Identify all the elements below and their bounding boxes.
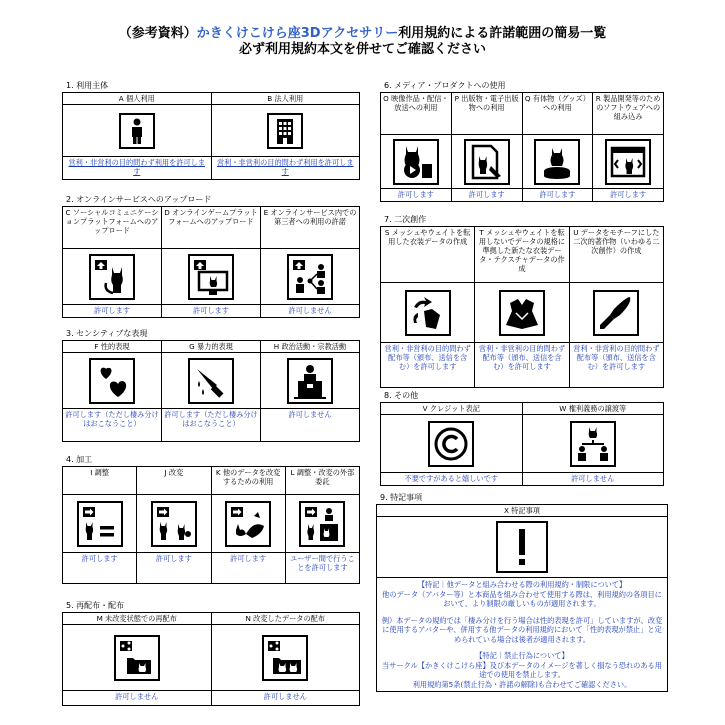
page-subtitle: 必ず利用規約本文を併せてご確認ください xyxy=(238,42,486,57)
column-k xyxy=(212,467,286,583)
exclamation-icon xyxy=(496,521,548,573)
special-notes xyxy=(376,578,668,692)
cat-modify-icon xyxy=(151,501,197,547)
cat-video-icon xyxy=(393,139,439,185)
column-header: G 暴力的表現 xyxy=(162,341,260,353)
column-header: I 調整 xyxy=(63,467,136,495)
note-heading: 【特記｜他データと組み合わせる際の利用規約・制限について】 xyxy=(417,580,627,589)
cat-redistribute-icon xyxy=(114,635,160,681)
title-brand: かきくけこけら座3Dアクセサリー xyxy=(196,26,399,41)
title-prefix: （参考資料） xyxy=(118,26,197,41)
section-8 xyxy=(380,390,664,486)
status-text: 許可しません xyxy=(571,474,615,483)
column-n xyxy=(212,613,360,705)
column-header: V クレジット表記 xyxy=(381,403,522,415)
section-3 xyxy=(62,328,360,442)
column-t xyxy=(475,227,569,387)
copyright-icon xyxy=(428,421,474,467)
column-q xyxy=(523,93,594,201)
section-2 xyxy=(62,194,360,318)
column-header: O 映像作品・配信・放送への利用 xyxy=(381,93,451,135)
column-header: N 改変したデータの配布 xyxy=(212,613,360,625)
status-text: 営利・非営利の目的問わず配布等（頒布、送信を含む）を許可します xyxy=(478,344,566,371)
cat-merge-icon xyxy=(225,501,271,547)
column-header: H 政治活動・宗教活動 xyxy=(261,341,359,353)
recycle-clothes-icon xyxy=(405,290,451,336)
column-j xyxy=(137,467,211,583)
column-header: C ソーシャルコミュニケーションプラットフォームへのアップロード xyxy=(63,207,161,249)
column-i xyxy=(63,467,137,583)
section-title: 1. 利用主体 xyxy=(66,81,109,90)
note-heading: 【特記｜禁止行為について】 xyxy=(475,651,569,660)
knife-icon xyxy=(188,358,234,404)
cat-equal-icon xyxy=(77,501,123,547)
status-text: 許可します（ただし棲み分けはおこなうこと） xyxy=(65,410,159,428)
column-w xyxy=(523,403,664,485)
note-text: 他のデータ（アバター等）と本商品を組み合わせて使用する際は、利用規約の各項目において、より制限の厳しいものが適用されます。 xyxy=(382,589,662,608)
column-s xyxy=(381,227,475,387)
cat-outsource-icon xyxy=(299,501,345,547)
section-title: 7. 二次創作 xyxy=(384,215,427,224)
column-a xyxy=(63,93,212,179)
column-c xyxy=(63,207,162,317)
column-header: E オンラインサービス内での第三者への利用の許諾 xyxy=(261,207,359,249)
status-text: 許可しません xyxy=(288,306,332,315)
column-header: P 出版物・電子出版物への利用 xyxy=(452,93,522,135)
column-header: F 性的表現 xyxy=(63,341,161,353)
status-text: 営利・非営利の目的問わず利用を許可します xyxy=(68,158,206,176)
cat-figure-icon xyxy=(534,139,580,185)
status-text: 許可しません xyxy=(115,692,159,701)
status-text: 営利・非営利の目的問わず利用を許可します xyxy=(216,158,354,176)
column-m xyxy=(63,613,212,705)
column-p xyxy=(452,93,523,201)
status-text: ユーザー間で行うことを許可します xyxy=(290,554,355,572)
status-text: 許可します xyxy=(397,190,434,199)
section-1 xyxy=(62,80,360,180)
column-r xyxy=(593,93,663,201)
column-header: J 改変 xyxy=(137,467,210,495)
section-5 xyxy=(62,600,360,706)
column-e xyxy=(261,207,359,317)
building-icon xyxy=(267,113,303,149)
column-d xyxy=(162,207,261,317)
status-text: 許可します xyxy=(539,190,576,199)
hearts-icon xyxy=(89,358,135,404)
status-text: 許可します xyxy=(468,190,505,199)
cat-upload-icon xyxy=(89,254,135,300)
pen-icon xyxy=(593,290,639,336)
column-header: M 未改変状態での再配布 xyxy=(63,613,211,625)
column-v xyxy=(381,403,523,485)
column-o xyxy=(381,93,452,201)
column-header: T メッシュやウェイトを転用しないでデータの規格に準拠した新たな衣装データ・テクスチャデータの作成 xyxy=(475,227,568,283)
column-header: A 個人利用 xyxy=(63,93,211,105)
column-header: L 調整・改変の外部委託 xyxy=(286,467,359,495)
status-text: 許可します xyxy=(155,554,192,563)
column-header: X 特記事項 xyxy=(377,505,667,517)
section-7 xyxy=(380,214,664,388)
page-title xyxy=(0,26,725,42)
column-header: Q 有体物（グッズ）への利用 xyxy=(523,93,593,135)
section-title: 5. 再配布・配布 xyxy=(66,601,125,610)
status-text: 許可しません xyxy=(288,410,332,419)
column-l xyxy=(286,467,359,583)
column-u xyxy=(570,227,663,387)
column-header: K 他のデータを改変するための利用 xyxy=(212,467,285,495)
status-text: 不要ですがあると嬉しいです xyxy=(404,474,498,483)
section-title: 2. オンラインサービスへのアップロード xyxy=(66,195,212,204)
cat-redistribute-modified-icon xyxy=(262,635,308,681)
column-header: R 製品開発等のためのソフトウェアへの組み込み xyxy=(593,93,663,135)
note-text: 利用規約第5条(禁止行為・許諾の解除)も合わせてご確認ください。 xyxy=(412,679,632,689)
column-header: U データをモチーフにした二次的著作物（いわゆる二次創作）の作成 xyxy=(570,227,663,283)
cat-document-icon xyxy=(464,139,510,185)
section-title: 3. センシティブな表現 xyxy=(66,329,148,338)
column-g xyxy=(162,341,261,441)
column-header: B 法人利用 xyxy=(212,93,360,105)
status-text: 許可します xyxy=(81,554,118,563)
status-text: 営利・非営利の目的問わず配布等（頒布、送信を含む）を許可します xyxy=(384,344,471,371)
note-text: 例）本データの規約では「棲み分けを行う場合は性的表現を許可」していますが、改変に使用するアバターや、併用する他データの利用規約において「性的表現が禁止」と定められている場合は後者が適用されます。 xyxy=(381,615,663,644)
section-4 xyxy=(62,454,360,584)
status-text: 営利・非営利の目的問わず配布等（頒布、送信を含む）を許可します xyxy=(573,344,660,371)
section-title: 6. メディア・プロダクトへの使用 xyxy=(384,81,506,90)
status-text: 許可します（ただし棲み分けはおこなうこと） xyxy=(164,410,258,428)
clothes-icon xyxy=(499,290,545,336)
column-header: W 権利義務の譲渡等 xyxy=(523,403,664,415)
status-text: 許可します xyxy=(94,306,130,315)
status-text: 許可しません xyxy=(263,692,307,701)
section-title: 4. 加工 xyxy=(66,455,93,464)
section-title: 9. 特記事項 xyxy=(380,493,423,502)
column-header: S メッシュやウェイトを転用した衣装データの作成 xyxy=(381,227,474,283)
cat-software-icon xyxy=(605,139,651,185)
person-icon xyxy=(119,113,155,149)
column-header: D オンラインゲームプラットフォームへのアップロード xyxy=(162,207,260,249)
column-h xyxy=(261,341,359,441)
cat-monitor-icon xyxy=(188,254,234,300)
podium-icon xyxy=(287,358,333,404)
column-b xyxy=(212,93,360,179)
section-6 xyxy=(380,80,664,202)
note-text: 当サークル【かきくけこけら座】及び本データのイメージを著しく損なう恐れのある用途での使用を禁止します。 xyxy=(382,660,662,679)
status-text: 許可します xyxy=(193,306,229,315)
cat-share-icon xyxy=(287,254,333,300)
status-text: 許可します xyxy=(230,554,267,563)
status-text: 許可します xyxy=(610,190,647,199)
title-suffix: 利用規約による許諾範囲の簡易一覧 xyxy=(398,26,607,41)
column-f xyxy=(63,341,162,441)
section-9 xyxy=(376,492,668,692)
cat-transfer-icon xyxy=(570,421,616,467)
section-title: 8. その他 xyxy=(384,391,419,400)
